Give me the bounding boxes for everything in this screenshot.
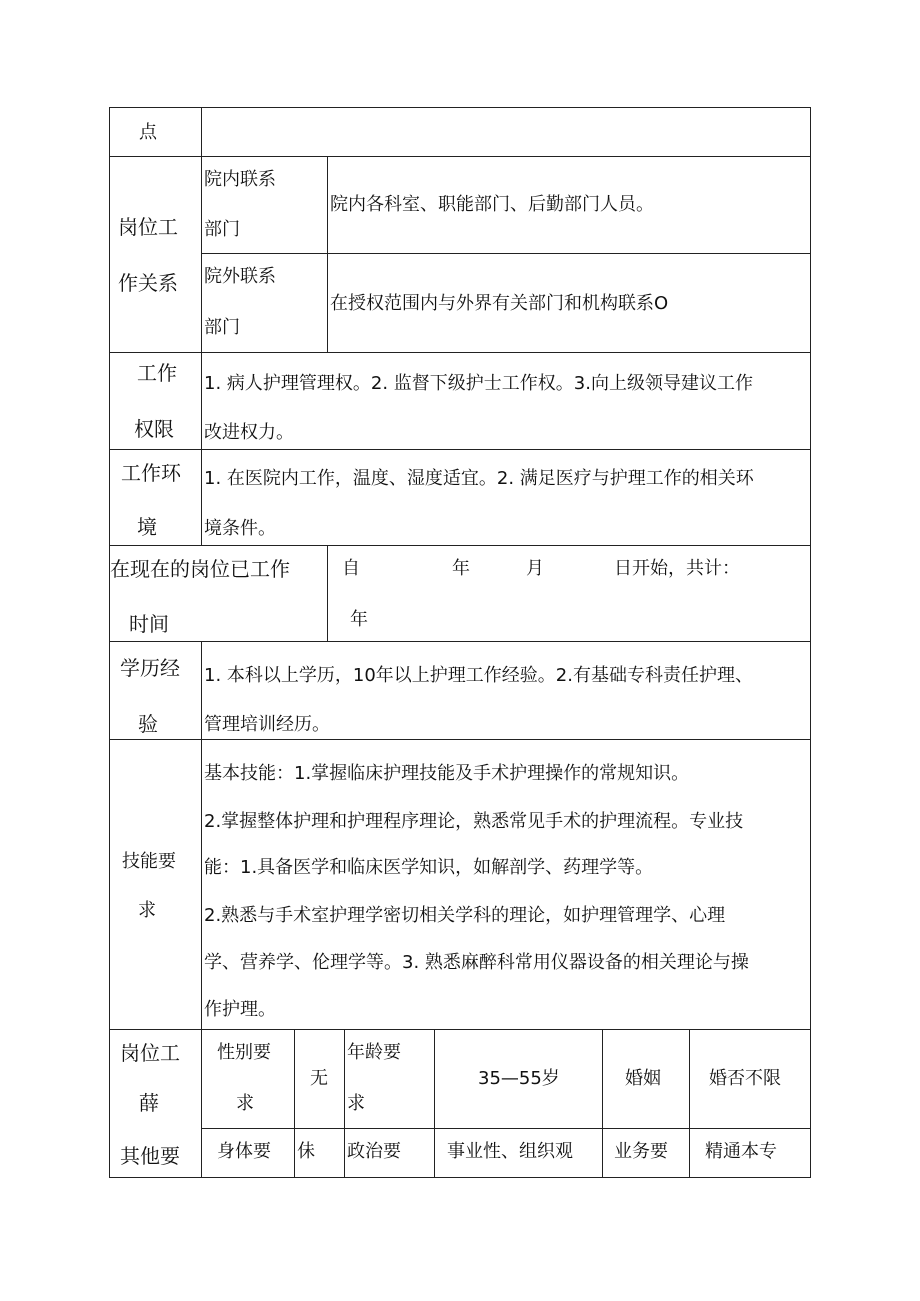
grid-line [109,1177,811,1178]
tenure-label-line1: 在现在的岗位已工作 [110,557,290,581]
business-value: 精通本专 [705,1141,777,1162]
skills-text-line: 作护理。 [204,999,276,1020]
skills-label-line1: 技能要 [122,851,176,872]
tenure-years-total: 年 [350,609,368,630]
business-label: 业务要 [614,1141,668,1162]
environment-text-line2: 境条件。 [204,518,276,539]
bottom-label-line2: 薛 [139,1091,159,1115]
gender-label-line2: 求 [236,1093,254,1114]
outer-contact-label-line2: 部门 [204,317,240,338]
tenure-label-line2: 时间 [129,612,169,636]
gender-value: 无 [310,1068,328,1089]
skills-text-line: 能：1.具备医学和临床医学知识，如解剖学、药理学等。 [204,857,654,878]
inner-contact-value: 院内各科室、职能部门、后勤部门人员。 [330,194,654,215]
relations-label-line2: 作关系 [118,271,178,295]
age-label-line1: 年龄要 [347,1042,401,1063]
grid-line [327,156,328,353]
grid-line [109,449,811,450]
tenure-month: 月 [526,558,544,579]
bottom-label-line3: 其他要 [120,1144,180,1168]
politics-value: 事业性、组织观 [447,1141,573,1162]
education-text-line1: 1. 本科以上学历，10年以上护理工作经验。2.有基础专科责任护理、 [204,665,753,686]
relations-label-line1: 岗位工 [118,215,178,239]
inner-contact-label-line2: 部门 [204,219,240,240]
tenure-year: 年 [452,558,470,579]
tenure-day-start: 日开始，共计： [614,558,740,579]
skills-label-line2: 求 [138,900,156,921]
grid-line [109,641,811,642]
grid-line [602,1029,603,1178]
grid-line [201,253,811,254]
grid-line [109,107,110,1178]
grid-line [344,1029,345,1178]
marriage-label: 婚姻 [625,1068,661,1089]
body-value: 佅 [297,1141,315,1162]
environment-label-line1: 工作环 [121,461,181,485]
inner-contact-label-line1: 院内联系 [204,169,276,190]
grid-line [109,352,811,353]
authority-text-line1: 1. 病人护理管理权。2. 监督下级护士工作权。3.向上级领导建议工作 [204,373,753,394]
grid-line [434,1029,435,1178]
skills-text-line: 基本技能：1.掌握临床护理技能及手术护理操作的常规知识。 [204,763,690,784]
education-label-line2: 验 [138,712,158,736]
grid-line [294,1029,295,1178]
authority-text-line2: 改进权力。 [204,422,294,443]
education-label-line1: 学历经 [120,656,180,680]
grid-line [109,156,811,157]
authority-label-line1: 工作 [137,361,177,385]
grid-line [201,1128,811,1129]
grid-line [109,739,811,740]
environment-label-line2: 境 [137,515,157,539]
education-text-line2: 管理培训经历。 [204,714,330,735]
body-label: 身体要 [217,1141,271,1162]
skills-text-line: 2.熟悉与手术室护理学密切相关学科的理论，如护理管理学、心理 [204,905,726,926]
age-label-line2: 求 [347,1093,365,1114]
grid-line [109,1029,811,1030]
dian-label: 点 [139,122,157,143]
marriage-value: 婚否不限 [709,1068,781,1089]
grid-line [109,107,811,108]
politics-label: 政治要 [347,1141,401,1162]
grid-line [327,545,328,642]
environment-text-line1: 1. 在医院内工作，温度、湿度适宜。2. 满足医疗与护理工作的相关环 [204,468,754,489]
outer-contact-label-line1: 院外联系 [204,266,276,287]
age-value: 35—55岁 [478,1068,560,1089]
grid-line [201,107,202,546]
skills-text-line: 2.掌握整体护理和护理程序理论，熟悉常见手术的护理流程。专业技 [204,811,744,832]
outer-contact-value: 在授权范围内与外界有关部门和机构联系O [330,293,669,314]
grid-line [109,545,811,546]
grid-line [689,1029,690,1178]
grid-line [810,107,811,1178]
skills-text-line: 学、营养学、伦理学等。3. 熟悉麻醉科常用仪器设备的相关理论与操 [204,952,749,973]
bottom-label-line1: 岗位工 [120,1041,180,1065]
authority-label-line2: 权限 [134,417,174,441]
tenure-from: 自 [342,558,360,579]
gender-label-line1: 性别要 [217,1042,271,1063]
grid-line [201,641,202,1178]
